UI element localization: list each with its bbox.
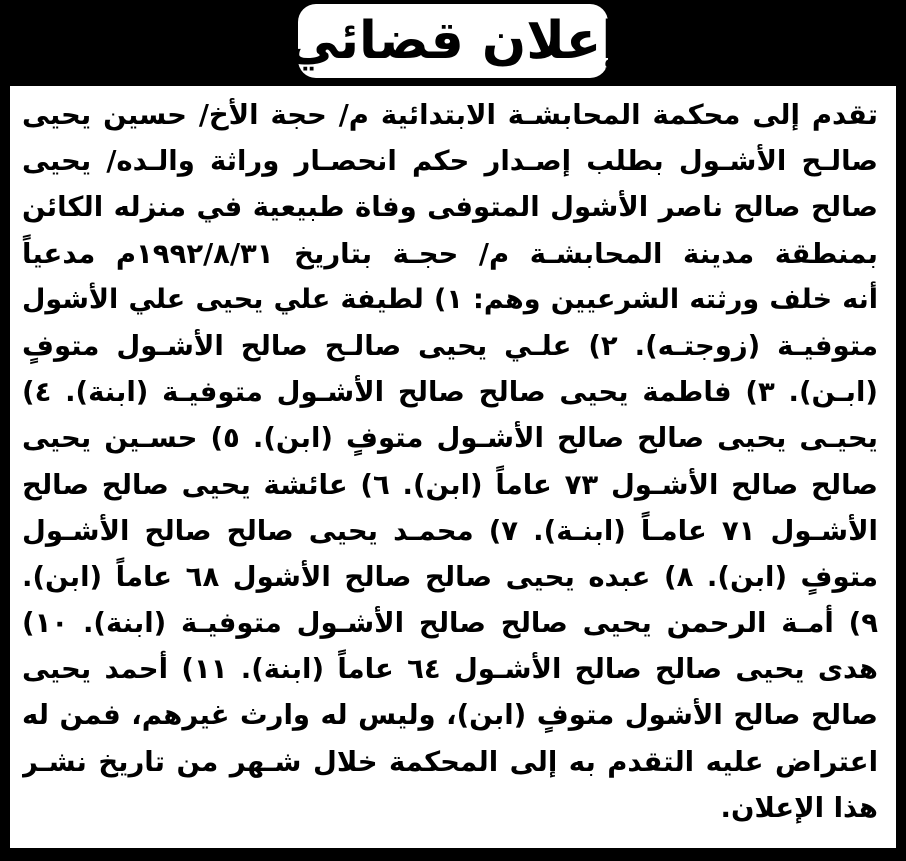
body-line: صالـح الأشـول بطلب إصـدار حكم انحصـار وراثة والـده/ يحيى [22, 145, 878, 178]
body-line: ٩) أمـة الرحمن يحيى صالح صالح الأشـول متوفيـة (ابنة). ١٠) [22, 607, 878, 640]
body-line: صالح صالح ناصر الأشول المتوفى وفاة طبيعية في منزله الكائن [22, 191, 878, 224]
notice-body [22, 92, 878, 832]
body-line: هدى يحيى صالح صالح الأشـول ٦٤ عاماً (ابنة). ١١) أحمد يحيى [22, 653, 878, 686]
body-line: يحيـى يحيى صالح صالح الأشـول متوفٍ (ابن). ٥) حسـين يحيى [22, 422, 878, 455]
left-border [0, 86, 10, 861]
body-line: اعتراض عليه التقدم به إلى المحكمة خلال شـهر من تاريخ نشـر [22, 745, 878, 778]
body-line-last: هذا الإعلان. [720, 791, 878, 824]
body-line: أنه خلف ورثته الشرعيين وهم: ١) لطيفة علي يحيى علي الأشول [22, 283, 878, 315]
body-line: (ابـن). ٣) فاطمة يحيى صالح صالح الأشـول متوفيـة (ابنة). ٤) [22, 376, 878, 409]
body-line: صالح صالح الأشـول ٧٣ عاماً (ابن). ٦) عائشة يحيى صالح صالح [22, 468, 878, 501]
body-line: الأشـول ٧١ عامـاً (ابنـة). ٧) محمـد يحيى صالح صالح الأشـول [22, 514, 878, 547]
body-line: متوفٍ (ابن). ٨) عبده يحيى صالح صالح الأشول ٦٨ عاماً (ابن). [22, 560, 878, 593]
body-line: صالح صالح الأشول متوفٍ (ابن)، وليس له وارث غيرهم، فمن له [22, 699, 878, 732]
right-border [896, 86, 906, 861]
bottom-border [0, 848, 906, 861]
title-badge [286, 4, 620, 78]
header-bar [0, 0, 906, 86]
notice-title: إعلان قضائي [286, 11, 620, 71]
body-line: متوفيـة (زوجتـه). ٢) علـي يحيى صالـح صالح الأشـول متوفٍ [22, 329, 878, 362]
body-line: تقدم إلى محكمة المحابشـة الابتدائية م/ حجة الأخ/ حسين يحيى [22, 99, 878, 131]
body-line: بمنطقة مدينة المحابشـة م/ حجـة بتاريخ ١٩٩٢/٨/٣١م مدعياً [22, 237, 878, 270]
